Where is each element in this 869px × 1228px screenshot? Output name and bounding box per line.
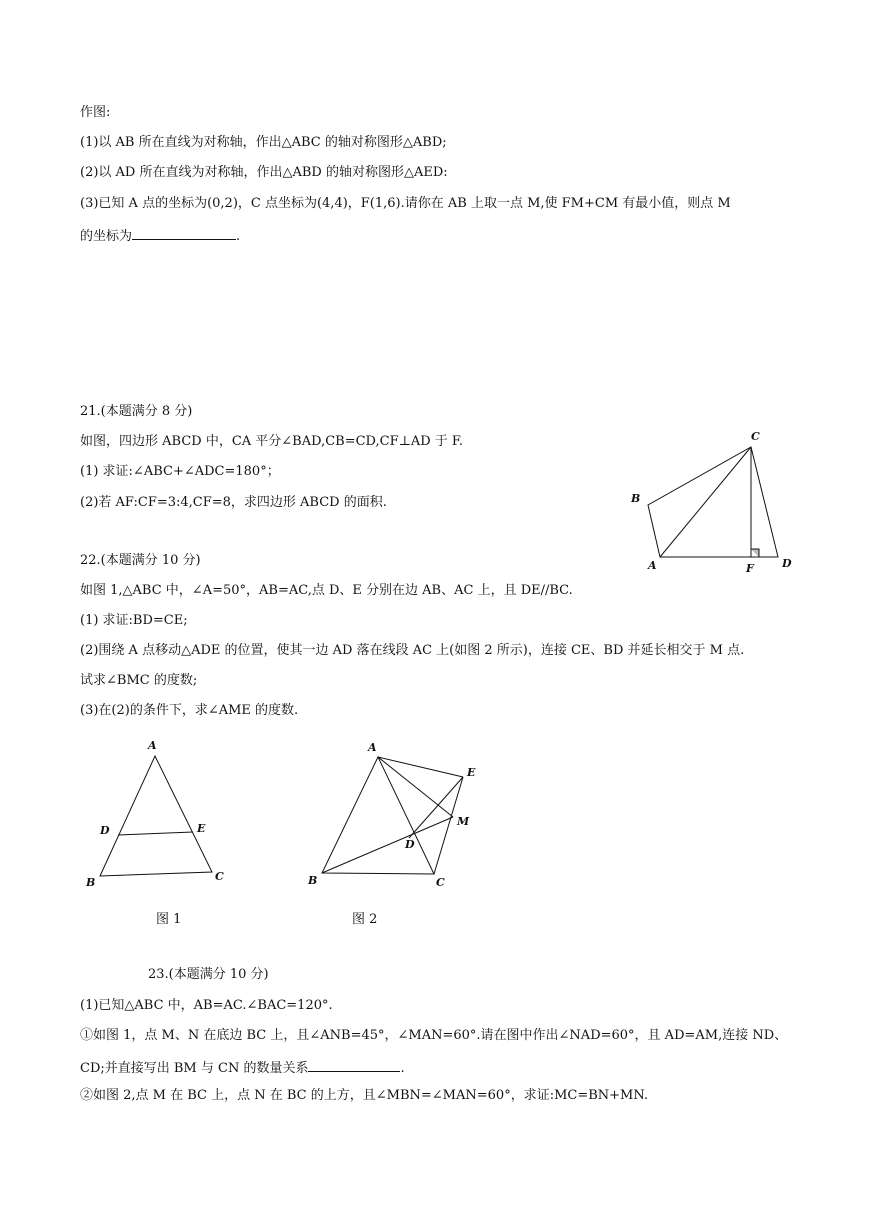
q21-figure — [648, 447, 778, 557]
q22-fig2-label-c: C — [436, 876, 445, 889]
q22-fig2-label-e: E — [467, 766, 476, 779]
q20-part3: (3)已知 A 点的坐标为(0,2)，C 点坐标为(4,4)，F(1,6).请你在 AB 上取一点 M,使 FM+CM 有最小值，则点 M — [80, 196, 731, 211]
q21-part1: (1) 求证:∠ABC+∠ADC=180°； — [80, 464, 280, 479]
q21-label-d: D — [782, 557, 792, 570]
q22-fig1-caption: 图 1 — [156, 912, 182, 927]
q21-right-angle-mark — [751, 549, 759, 557]
q23-part1-1: ①如图 1，点 M、N 在底边 BC 上，且∠ANB=45°，∠MAN=60°.请在图中作出∠NAD=60°，且 AD=AM,连接 ND、 — [80, 1028, 788, 1043]
q21-diagonal-ac — [660, 447, 751, 557]
q20-part2: (2)以 AD 所在直线为对称轴，作出△ABD 的轴对称图形△AED: — [80, 165, 448, 180]
q21-quadrilateral — [648, 447, 778, 557]
q21-header: 21.(本题满分 8 分) — [80, 404, 193, 419]
q22-figure1 — [100, 756, 212, 876]
q22-part1: (1) 求证:BD=CE; — [80, 613, 188, 628]
q21-stem: 如图，四边形 ABCD 中，CA 平分∠BAD,CB=CD,CF⊥AD 于 F. — [80, 434, 464, 449]
q22-figure2 — [322, 757, 463, 874]
q22-fig2-triangle-abc — [322, 757, 434, 874]
q22-fig2-segment-de — [409, 777, 463, 838]
q22-fig2-segment-bm — [322, 817, 453, 873]
q22-fig2-label-b: B — [308, 874, 318, 887]
q22-fig1-segment-de — [118, 832, 193, 835]
q23-part1: (1)已知△ABC 中，AB=AC.∠BAC=120°. — [80, 998, 333, 1013]
q22-fig1-label-d: D — [100, 824, 110, 837]
q22-fig2-label-m: M — [457, 815, 470, 828]
q21-part2: (2)若 AF:CF=3:4,CF=8，求四边形 ABCD 的面积. — [80, 495, 387, 510]
q21-label-c: C — [751, 430, 760, 443]
q20-answer-suffix: . — [236, 229, 241, 244]
q20-intro: 作图: — [80, 105, 111, 120]
q23-part1-2: ②如图 2,点 M 在 BC 上，点 N 在 BC 的上方，且∠MBN=∠MAN=60°，求证:MC=BN+MN. — [80, 1088, 649, 1103]
q23-answer-prefix: CD;并直接写出 BM 与 CN 的数量关系 — [80, 1061, 309, 1076]
q21-label-a: A — [648, 559, 657, 572]
q23-answer-suffix: . — [400, 1061, 405, 1076]
q21-label-b: B — [631, 492, 641, 505]
q22-fig2-label-a: A — [368, 741, 377, 754]
q22-fig1-label-a: A — [148, 739, 157, 752]
q21-label-f: F — [746, 562, 754, 575]
q22-fig2-caption: 图 2 — [352, 912, 378, 927]
q22-part3: (3)在(2)的条件下，求∠AME 的度数. — [80, 703, 299, 718]
q22-part2-cont: 试求∠BMC 的度数; — [80, 673, 198, 688]
q22-fig1-label-c: C — [215, 870, 224, 883]
q23-header: 23.(本题满分 10 分) — [148, 967, 269, 982]
q22-fig1-triangle-abc — [100, 756, 212, 876]
q20-answer-prefix: 的坐标为 — [80, 229, 133, 244]
q22-part2: (2)围绕 A 点移动△ADE 的位置，使其一边 AD 落在线段 AC 上(如图 2 所示)，连接 CE、BD 并延长相交于 M 点. — [80, 643, 745, 658]
q22-fig2-label-d: D — [405, 838, 415, 851]
q22-stem: 如图 1,△ABC 中，∠A=50°，AB=AC,点 D、E 分别在边 AB、AC 上，且 DE//BC. — [80, 583, 573, 598]
q22-fig1-label-b: B — [86, 876, 96, 889]
q22-fig1-label-e: E — [197, 822, 206, 835]
q22-header: 22.(本题满分 10 分) — [80, 553, 201, 568]
q20-part1: (1)以 AB 所在直线为对称轴，作出△ABC 的轴对称图形△ABD; — [80, 135, 447, 150]
